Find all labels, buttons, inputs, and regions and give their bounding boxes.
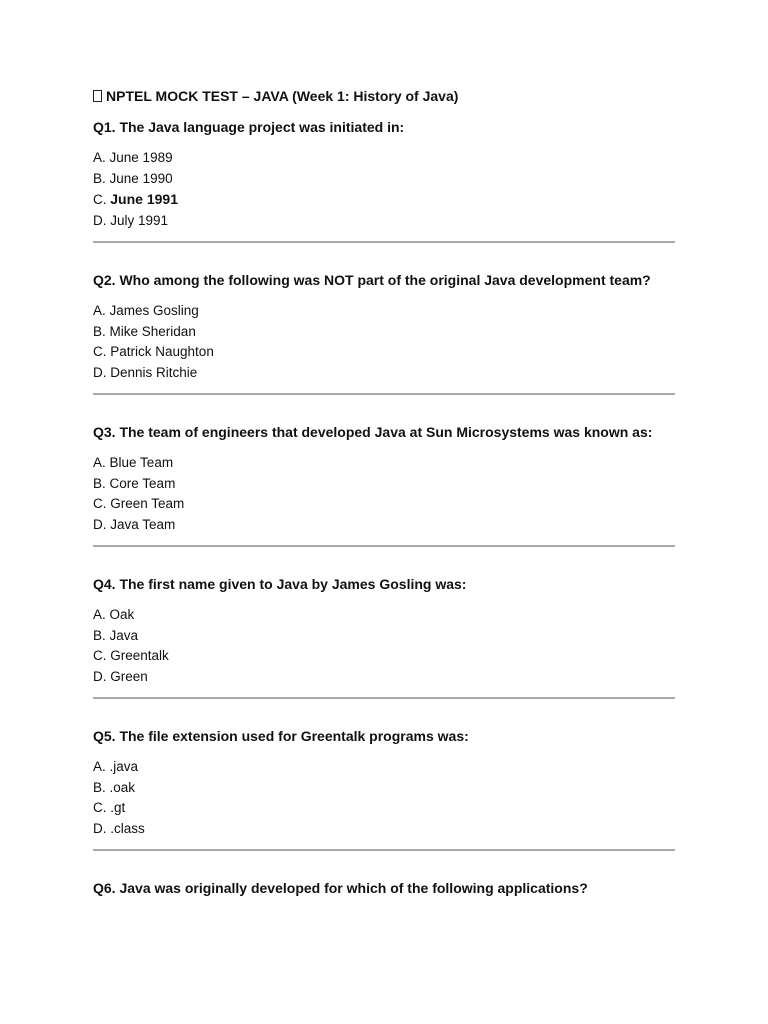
option-list [93, 148, 675, 231]
option-letter: B. [93, 323, 106, 339]
option-text: Green Team [110, 496, 185, 511]
option-b [93, 626, 675, 647]
option-text: Core Team [109, 475, 176, 491]
missing-glyph-icon [93, 90, 102, 102]
option-a [93, 453, 675, 474]
question-text: Q6. Java was originally developed for which of the following applications? [93, 880, 588, 896]
option-d [93, 363, 675, 384]
option-d [93, 819, 675, 840]
option-list [93, 453, 675, 535]
option-text: Mike Sheridan [109, 323, 196, 339]
option-text: .gt [110, 800, 126, 815]
option-text: June 1989 [109, 150, 173, 165]
option-letter: C. [93, 800, 107, 815]
option-letter: B. [93, 475, 106, 491]
option-letter: C. [93, 192, 107, 207]
option-text: James Gosling [109, 303, 199, 318]
option-text: Java [109, 627, 139, 643]
option-letter: D. [93, 364, 107, 380]
option-letter: B. [93, 779, 106, 795]
question-3 [93, 423, 675, 547]
section-divider [93, 545, 675, 547]
section-divider [93, 697, 675, 699]
option-letter: B. [93, 170, 106, 186]
option-text: Oak [109, 607, 135, 622]
question-text: Q3. The team of engineers that developed Java at Sun Microsystems was known as: [93, 424, 653, 440]
option-letter: A. [93, 150, 106, 165]
option-d [93, 515, 675, 536]
option-letter: B. [93, 627, 106, 643]
option-b [93, 778, 675, 799]
option-text: .class [110, 820, 145, 836]
question-4 [93, 575, 675, 699]
document-title [93, 87, 675, 105]
option-letter: C. [93, 496, 107, 511]
document-title-text: NPTEL MOCK TEST – JAVA (Week 1: History of Java) [106, 88, 459, 104]
option-text: Dennis Ritchie [110, 364, 198, 380]
option-a [93, 301, 675, 322]
option-letter: A. [93, 759, 106, 774]
question-text: Q1. The Java language project was initiated in: [93, 119, 405, 135]
option-text: Blue Team [109, 455, 174, 470]
question-text: Q4. The first name given to Java by James Gosling was: [93, 576, 467, 592]
question-text: Q5. The file extension used for Greentalk programs was: [93, 728, 469, 744]
option-text: July 1991 [110, 212, 169, 228]
option-text: Java Team [110, 516, 176, 532]
option-letter: C. [93, 344, 107, 359]
option-a [93, 605, 675, 626]
option-letter: A. [93, 455, 106, 470]
question-1 [93, 118, 675, 243]
option-letter: D. [93, 212, 107, 228]
option-letter: D. [93, 668, 107, 684]
option-letter: C. [93, 648, 107, 663]
option-d [93, 211, 675, 232]
option-text: .java [109, 759, 139, 774]
option-list [93, 605, 675, 687]
option-list [93, 301, 675, 383]
option-letter: A. [93, 303, 106, 318]
option-text: June 1990 [109, 170, 173, 186]
option-c [93, 798, 675, 819]
option-c [93, 646, 675, 667]
option-d [93, 667, 675, 688]
question-6 [93, 879, 675, 897]
question-text: Q2. Who among the following was NOT part of the original Java development team? [93, 272, 651, 288]
option-text: Greentalk [110, 648, 169, 663]
section-divider [93, 849, 675, 851]
option-text: Patrick Naughton [110, 344, 214, 359]
option-list [93, 757, 675, 839]
option-c [93, 342, 675, 363]
option-c [93, 189, 675, 211]
question-2 [93, 271, 675, 395]
section-divider [93, 393, 675, 395]
option-text: .oak [109, 779, 136, 795]
option-letter: D. [93, 820, 107, 836]
option-a [93, 757, 675, 778]
document-content [93, 87, 675, 909]
option-b [93, 169, 675, 190]
question-5 [93, 727, 675, 851]
option-b [93, 322, 675, 343]
option-b [93, 474, 675, 495]
option-a [93, 148, 675, 169]
option-letter: D. [93, 516, 107, 532]
section-divider [93, 241, 675, 243]
option-c [93, 494, 675, 515]
option-text: Green [110, 668, 148, 684]
option-text-highlighted: June 1991 [110, 191, 178, 207]
option-letter: A. [93, 607, 106, 622]
